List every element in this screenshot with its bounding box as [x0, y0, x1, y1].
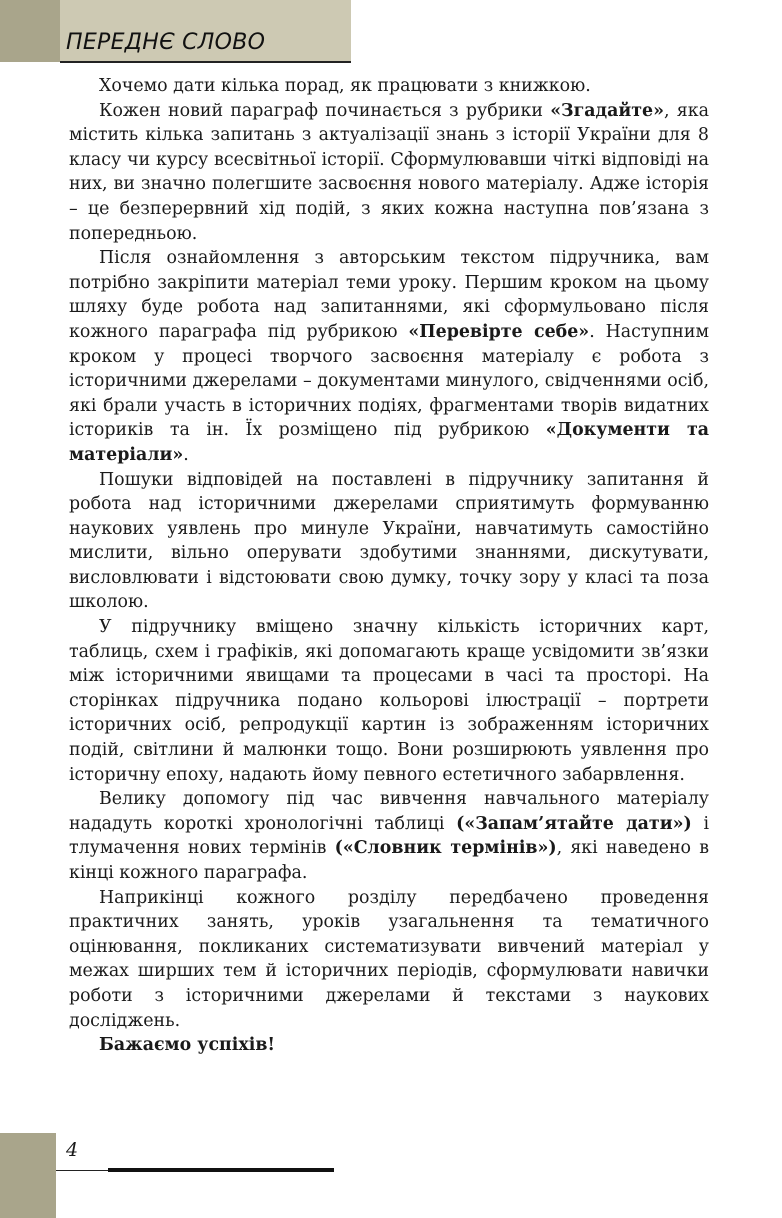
paragraph-text: і тлумачення нових термінів: [69, 813, 710, 859]
paragraph-text: У підручнику вміщено значну кількість історичних карт, таблиць, схем і графіків, які допомагають краще усвідомити зв’язки між історичними явищами та процесами в часі та просторі. На сторінках підручника подано кольорові ілюстрації – портрети історичних осіб, репродукції картин із зображенням історичних подій, світлини й малюнки тощо. Вони розширюють уявлення про історичну епоху, надають йому певного естетичного забарвлення.: [69, 617, 709, 785]
rubric-name: «Перевірте себе»: [408, 321, 590, 342]
footer-rule-thick: [108, 1168, 334, 1172]
paragraph-text: Після ознайомлення з авторським текстом підручника, вам потрібно закріпити матеріал теми уроку. Першим кроком на цьому шляху буде робота над запитаннями, які сформульовано після кожного параграфа під рубрикою: [69, 248, 709, 342]
footer-rule-thin: [56, 1170, 108, 1171]
rubric-name: («Запам’ятайте дати»): [456, 813, 692, 834]
paragraph: [69, 1033, 709, 1058]
page-number: 4: [66, 1139, 79, 1161]
header-accent-square: [0, 0, 60, 62]
paragraph: [69, 615, 709, 787]
rubric-name: «Згадайте»: [550, 100, 664, 121]
paragraph: [69, 886, 709, 1034]
body-text: [69, 74, 709, 1058]
paragraph-text: Кожен новий параграф починається з рубрики: [99, 100, 551, 121]
paragraph: [69, 99, 709, 247]
section-title: ПЕРЕДНЄ СЛОВО: [66, 30, 266, 55]
paragraph-text: Хочемо дати кілька порад, як працювати з книжкою.: [99, 76, 591, 96]
paragraph: [69, 787, 709, 885]
footer-accent-square: [0, 1133, 56, 1218]
paragraph-text: Велику допомогу під час вивчення навчального матеріалу нададуть короткі хронологічні таблиці: [69, 789, 709, 834]
rubric-name: «Документи та матеріали»: [69, 420, 709, 465]
paragraph-text: , які наведено в кінці кожного параграфа.: [69, 838, 709, 883]
paragraph-text: , яка містить кілька запитань з актуалізації знань з історії України для 8 класу чи курсу всесвітньої історії. Сформулювавши чіткі відповіді на них, ви значно полегшите засвоєння нового матеріалу. Адже історія – це безперервний хід подій, з яких кожна наступна пов’язана з попередньою.: [69, 100, 709, 244]
rubric-name: Бажаємо успіхів!: [99, 1035, 276, 1056]
paragraph-text: .: [183, 444, 189, 465]
paragraph: [69, 468, 709, 616]
paragraph: [69, 74, 709, 99]
paragraph-text: . Наступним кроком у процесі творчого засвоєння матеріалу є робота з історичними джерелами – документами минулого, свідченнями осіб, які брали участь в історичних подіях, фрагментами творів видатних істориків та ін. Їх розміщено під рубрикою: [69, 321, 709, 441]
header-rule: [60, 61, 351, 63]
paragraph-text: Наприкінці кожного розділу передбачено проведення практичних занять, уроків узагальнення та тематичного оцінювання, покликаних систематизувати вивчений матеріал у межах ширших тем й історичних періодів, сформулювати навички роботи з історичними джерелами й текстами з наукових досліджень.: [69, 887, 709, 1031]
rubric-name: («Словник термінів»): [334, 838, 557, 859]
paragraph-text: Пошуки відповідей на поставлені в підручнику запитання й робота над історичними джерелами сприятимуть формуванню наукових уявлень про минуле України, навчатимуть самостійно мислити, вільно оперувати здобутими знаннями, дискутувати, висловлювати і відстоювати свою думку, точку зору у класі та поза школою.: [69, 469, 709, 613]
paragraph: [69, 246, 709, 467]
